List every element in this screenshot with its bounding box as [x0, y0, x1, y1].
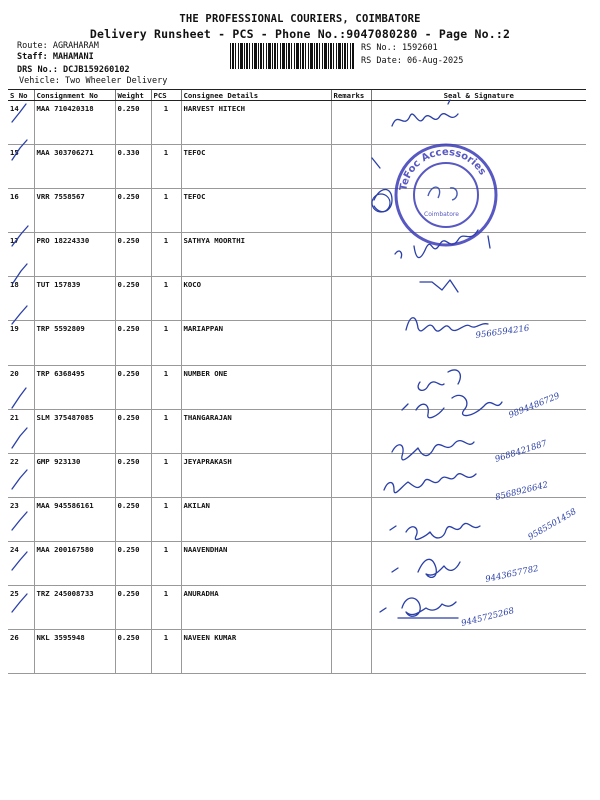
barcode — [230, 43, 354, 69]
staff-label: Staff: MAHAMANI — [17, 52, 94, 62]
cell-signature — [371, 233, 586, 277]
cell-consignment: MAA 945586161 — [34, 497, 115, 541]
cell-consignee: SATHYA MOORTHI — [181, 233, 331, 277]
cell-sno: 23 — [8, 497, 34, 541]
cell-pcs: 1 — [151, 233, 181, 277]
table-row — [8, 277, 586, 321]
cell-consignment: SLM 375487085 — [34, 409, 115, 453]
cell-consignee: TEFOC — [181, 189, 331, 233]
cell-remarks — [331, 233, 371, 277]
cell-pcs: 1 — [151, 409, 181, 453]
cell-consignee: HARVEST HITECH — [181, 101, 331, 145]
phone-note-5: 9585501458 — [526, 506, 579, 543]
cell-weight: 0.330 — [115, 145, 151, 189]
table-row — [8, 497, 586, 541]
cell-consignment: TRP 5592809 — [34, 321, 115, 365]
cell-consignment: TUT 157839 — [34, 277, 115, 321]
cell-consignment: MAA 710420318 — [34, 101, 115, 145]
cell-consignment: TRP 6368495 — [34, 365, 115, 409]
cell-sno: 21 — [8, 409, 34, 453]
cell-consignee: JEYAPRAKASH — [181, 453, 331, 497]
table-row — [8, 541, 586, 585]
rs-date: RS Date: 06-Aug-2025 — [361, 56, 464, 66]
cell-remarks — [331, 189, 371, 233]
cell-remarks — [331, 409, 371, 453]
cell-pcs: 1 — [151, 145, 181, 189]
cell-sno: 17 — [8, 233, 34, 277]
cell-sno: 19 — [8, 321, 34, 365]
cell-sno: 15 — [8, 145, 34, 189]
table-row — [8, 233, 586, 277]
stamp-city: Coimbatore — [424, 211, 459, 218]
col-header-pcs: PCS — [151, 90, 181, 101]
cell-sno: 25 — [8, 586, 34, 630]
cell-pcs: 1 — [151, 630, 181, 674]
cell-signature — [371, 321, 586, 365]
cell-weight: 0.250 — [115, 233, 151, 277]
rs-number: RS No.: 1592601 — [361, 43, 438, 53]
cell-consignment: PRO 18224330 — [34, 233, 115, 277]
cell-weight: 0.250 — [115, 497, 151, 541]
cell-sno: 20 — [8, 365, 34, 409]
runsheet-subtitle: Delivery Runsheet - PCS - Phone No.:9047080280 - Page No.:2 — [89, 27, 511, 41]
col-header-sno: S No — [8, 90, 34, 101]
table-row — [8, 409, 586, 453]
table-header-row — [8, 90, 586, 101]
cell-remarks — [331, 145, 371, 189]
col-header-consignee: Consignee Details — [181, 90, 331, 101]
cell-remarks — [331, 453, 371, 497]
cell-pcs: 1 — [151, 365, 181, 409]
col-header-consignment: Consignment No — [34, 90, 115, 101]
cell-remarks — [331, 101, 371, 145]
cell-consignment: NKL 3595948 — [34, 630, 115, 674]
cell-pcs: 1 — [151, 541, 181, 585]
cell-weight: 0.250 — [115, 453, 151, 497]
phone-note-6: 9443657782 — [484, 563, 540, 585]
cell-remarks — [331, 541, 371, 585]
table-row — [8, 321, 586, 365]
cell-remarks — [331, 497, 371, 541]
route-label: Route: AGRAHARAM — [17, 41, 99, 51]
cell-weight: 0.250 — [115, 277, 151, 321]
cell-remarks — [331, 586, 371, 630]
cell-weight: 0.250 — [115, 541, 151, 585]
runsheet-table — [8, 89, 586, 674]
cell-signature — [371, 630, 586, 674]
cell-weight: 0.250 — [115, 409, 151, 453]
cell-remarks — [331, 321, 371, 365]
cell-consignee: TEFOC — [181, 145, 331, 189]
cell-consignment: MAA 303706271 — [34, 145, 115, 189]
table-row — [8, 453, 586, 497]
cell-remarks — [331, 277, 371, 321]
cell-consignment: GMP 923130 — [34, 453, 115, 497]
vehicle-label: Vehicle: Two Wheeler Delivery — [19, 76, 168, 86]
cell-pcs: 1 — [151, 321, 181, 365]
cell-consignment: VRR 7558567 — [34, 189, 115, 233]
cell-weight: 0.250 — [115, 586, 151, 630]
cell-weight: 0.250 — [115, 365, 151, 409]
cell-weight: 0.250 — [115, 630, 151, 674]
cell-sno: 24 — [8, 541, 34, 585]
cell-sno: 18 — [8, 277, 34, 321]
company-title: THE PROFESSIONAL COURIERS, COIMBATORE — [179, 13, 421, 25]
cell-signature — [371, 497, 586, 541]
cell-consignee: MARIAPPAN — [181, 321, 331, 365]
phone-note-3: 9688421887 — [493, 438, 549, 465]
table-row — [8, 586, 586, 630]
cell-consignee: AKILAN — [181, 497, 331, 541]
drs-number: DRS No.: DCJB159260102 — [17, 65, 130, 75]
cell-weight: 0.250 — [115, 321, 151, 365]
cell-signature — [371, 365, 586, 409]
phone-note-1: 9566594216 — [475, 323, 530, 341]
table-row — [8, 630, 586, 674]
cell-signature — [371, 541, 586, 585]
cell-remarks — [331, 630, 371, 674]
cell-signature — [371, 409, 586, 453]
table-row — [8, 365, 586, 409]
cell-sno: 14 — [8, 101, 34, 145]
cell-pcs: 1 — [151, 497, 181, 541]
cell-pcs: 1 — [151, 189, 181, 233]
cell-weight: 0.250 — [115, 189, 151, 233]
cell-consignment: MAA 200167580 — [34, 541, 115, 585]
cell-pcs: 1 — [151, 277, 181, 321]
cell-consignment: TRZ 245008733 — [34, 586, 115, 630]
cell-sno: 22 — [8, 453, 34, 497]
cell-consignee: THANGARAJAN — [181, 409, 331, 453]
table-row — [8, 101, 586, 145]
cell-sno: 26 — [8, 630, 34, 674]
table-row — [8, 145, 586, 189]
cell-signature — [371, 453, 586, 497]
table-row — [8, 189, 586, 233]
cell-pcs: 1 — [151, 586, 181, 630]
cell-sno: 16 — [8, 189, 34, 233]
cell-consignee: NUMBER ONE — [181, 365, 331, 409]
phone-note-7: 9445725268 — [460, 606, 516, 629]
cell-signature — [371, 145, 586, 189]
stamp-text: TeFoc Accessories — [398, 146, 488, 192]
col-header-signature: Seal & Signature — [371, 90, 586, 101]
cell-signature — [371, 101, 586, 145]
col-header-weight: Weight — [115, 90, 151, 101]
cell-consignee: NAVEEN KUMAR — [181, 630, 331, 674]
cell-signature — [371, 189, 586, 233]
cell-weight: 0.250 — [115, 101, 151, 145]
cell-signature — [371, 277, 586, 321]
cell-signature — [371, 586, 586, 630]
cell-pcs: 1 — [151, 101, 181, 145]
col-header-remarks: Remarks — [331, 90, 371, 101]
cell-consignee: KOCO — [181, 277, 331, 321]
cell-consignee: NAAVENDHAN — [181, 541, 331, 585]
phone-note-2: 9894486729 — [507, 391, 562, 421]
cell-consignee: ANURADHA — [181, 586, 331, 630]
phone-note-4: 8568926642 — [494, 480, 550, 503]
cell-remarks — [331, 365, 371, 409]
cell-pcs: 1 — [151, 453, 181, 497]
